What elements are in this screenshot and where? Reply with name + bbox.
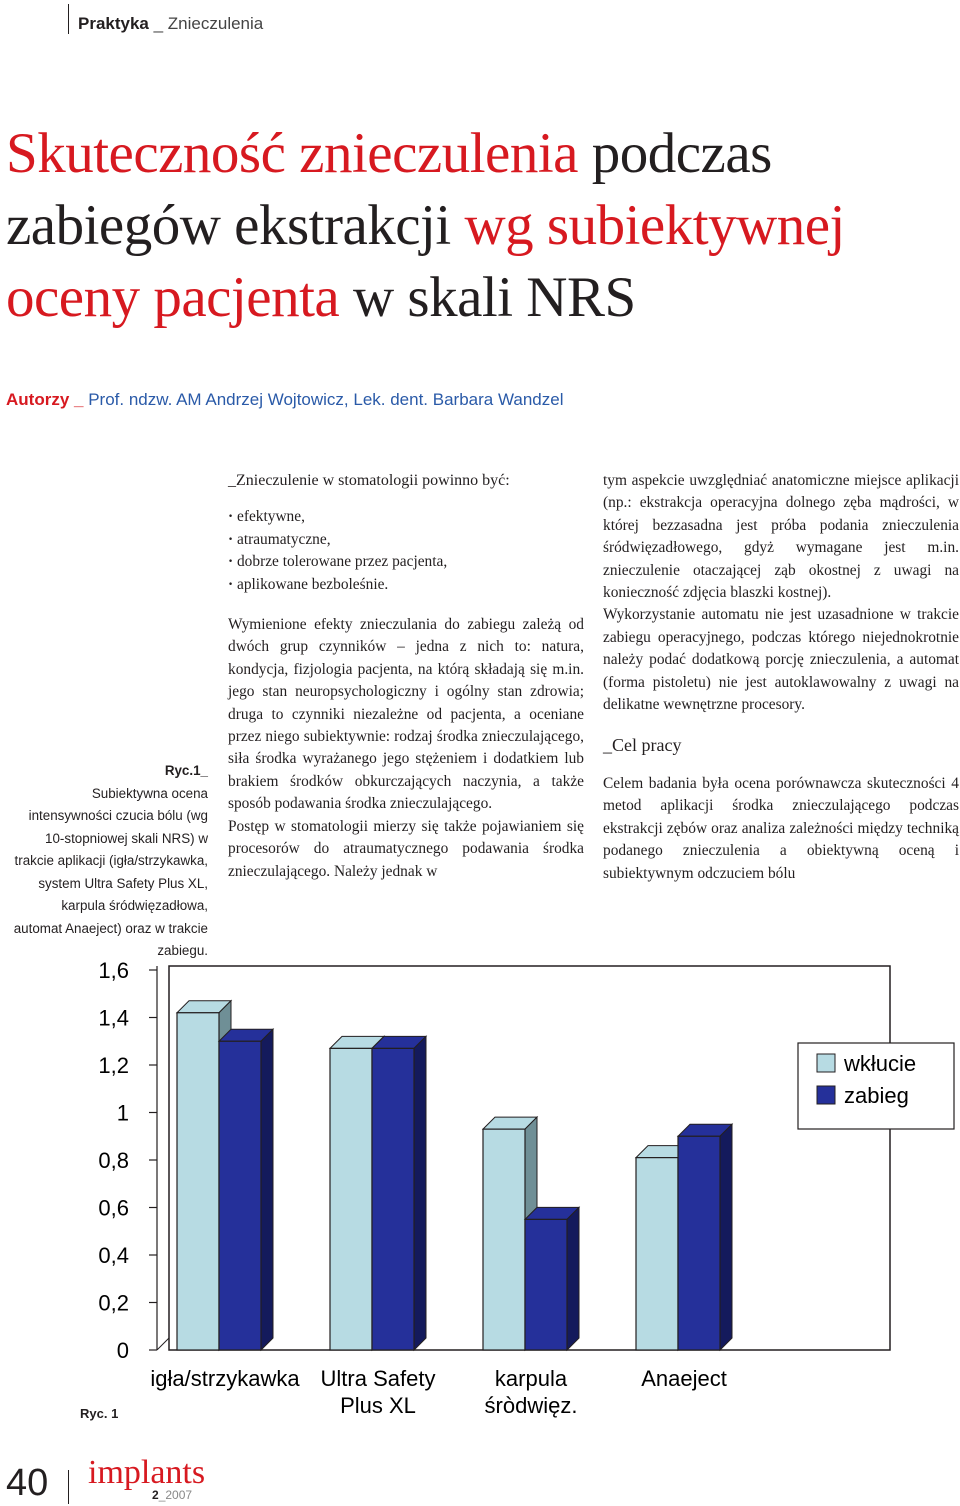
legend-swatch [817, 1054, 835, 1072]
list-item: · efektywne, [228, 506, 584, 528]
bar [636, 1158, 678, 1350]
column3-paragraph-1: tym aspekcie uwzględniać anatomiczne miejsce aplikacji (np.: ekstrakcja operacyjna dolnego zęba mądrości, w której bezzasadna jest próba podania znieczulenia śródwięzadłowego, gdyż wymagane jest m.in. znieczulenie otaczającej ząb okostnej z uwagi na konieczność zdjęcia blaszki kostnej). [603, 472, 959, 602]
y-tick-label: 0,8 [98, 1148, 129, 1173]
list-item: · dobrze tolerowane przez pacjenta, [228, 551, 584, 573]
footer-rule [68, 1470, 69, 1504]
issue-year: _2007 [158, 1488, 193, 1502]
section-title-cel-pracy: _Cel pracy [603, 735, 682, 756]
column3-paragraph-3: Celem badania była ocena porównawcza skuteczności 4 metod aplikacji środka znieczulającego podczas ekstrakcji zębów oraz analiza zależności między techniką podanego znieczulenia a obiektywną oceną i subiektywnym odczuciem bólu [603, 774, 959, 882]
issue-label [152, 1488, 192, 1502]
bar [219, 1041, 261, 1350]
legend-label: zabieg [844, 1083, 909, 1108]
header-section: Praktyka [78, 14, 149, 33]
legend-swatch [817, 1086, 835, 1104]
caption-text: Subiektywna ocena intensywności czucia bólu (wg 10-stopniowej skali NRS) w trakcie aplikacji (igła/strzykawka, system Ultra Safety Plus XL, karpula śródwięzadłowa, automat Anaeject) oraz w trakcie zabiegu. [13, 785, 208, 958]
issue-number: 2 [152, 1488, 159, 1502]
article-title [6, 118, 956, 334]
bar [372, 1048, 414, 1350]
y-tick-label: 1,4 [98, 1005, 129, 1031]
bar [525, 1219, 567, 1350]
authors-line [6, 390, 563, 410]
y-tick-label: 1,6 [98, 958, 129, 983]
bar [330, 1048, 372, 1350]
bar-chart [60, 930, 960, 1435]
authors-label: Autorzy _ [6, 390, 84, 409]
list-item: · aplikowane bezboleśnie. [228, 574, 584, 596]
title-part-3: wg subiektywnej oceny pacjenta [6, 194, 845, 329]
header-rule [68, 4, 69, 34]
magazine-logo: implants [88, 1454, 206, 1491]
y-tick-label: 1,2 [98, 1053, 129, 1078]
page-number: 40 [6, 1462, 49, 1504]
bar [678, 1136, 720, 1350]
bar [483, 1129, 525, 1350]
category-label: Ultra Safety [320, 1366, 436, 1391]
bar-side [261, 1029, 273, 1350]
y-tick-label: 0,6 [98, 1195, 129, 1221]
column2-paragraph-2: Postęp w stomatologii mierzy się także pojawianiem się procesorów do atraumatycznego podawania środka znieczulającego. Należy jednak w [228, 817, 584, 880]
requirements-list [228, 506, 584, 596]
running-header [78, 14, 263, 34]
title-part-2: podczas zabiegów ekstrakcji [6, 122, 772, 257]
chart-figure-label: Ryc. 1 [80, 1406, 119, 1421]
column2-lead: _Znieczulenie w stomatologii powinno być: [228, 472, 510, 489]
y-tick-label: 0 [116, 1338, 129, 1363]
column3-paragraph-2: Wykorzystanie automatu nie jest uzasadnione w trakcie zabiegu operacyjnego, podczas którego niejednokrotnie należy podać dodatkową porcję znieczulenia, a automat (forma pistoletu) nie jest autoklawowalny z uwagi na delikatne wewnętrzne procesory. [603, 606, 959, 714]
authors-names: Prof. ndzw. AM Andrzej Wojtowicz, Lek. dent. Barbara Wandzel [83, 390, 564, 409]
category-label: karpula [494, 1366, 568, 1391]
category-label: śròdwięz. [484, 1393, 578, 1418]
title-part-4: w skali NRS [339, 266, 636, 329]
category-label: Anaeject [641, 1366, 727, 1391]
text-column-3 [603, 470, 959, 885]
column2-paragraph: Wymienione efekty znieczulania do zabiegu zależą od dwóch grup czynników – jedna z nich to: natura, kondycja, fizjologia pacjenta, na którą składają się m.in. jego stan neuropsychologiczny i ogólny stan zdrowia; druga to czynniki niezależne od pacjenta, a oceniane przez niego subiektywnie: rodzaj środka znieczulającego, siła środka wyrażanego jego stężeniem i dodatkiem lub brakiem środków obkurczających naczynia, a także sposób podawania środka znieczulającego. [228, 616, 584, 813]
legend-label: wkłucie [844, 1051, 917, 1076]
bar-side [720, 1124, 732, 1350]
caption-number: Ryc.1_ [164, 763, 208, 778]
title-part-1: Skuteczność znieczulenia [6, 122, 578, 185]
floor-edge [157, 1338, 169, 1350]
bar [177, 1013, 219, 1350]
y-tick-label: 0,4 [98, 1243, 129, 1268]
bar-side [567, 1207, 579, 1350]
text-column-2 [228, 470, 584, 883]
category-label: igła/strzykawka [150, 1366, 300, 1391]
header-topic: Znieczulenia [167, 14, 264, 33]
header-separator: _ [148, 14, 168, 33]
list-item: · atraumatyczne, [228, 529, 584, 551]
y-tick-label: 1 [116, 1100, 129, 1126]
category-label: Plus XL [340, 1393, 416, 1418]
bar-side [414, 1036, 426, 1350]
y-tick-label: 0,2 [98, 1290, 129, 1316]
